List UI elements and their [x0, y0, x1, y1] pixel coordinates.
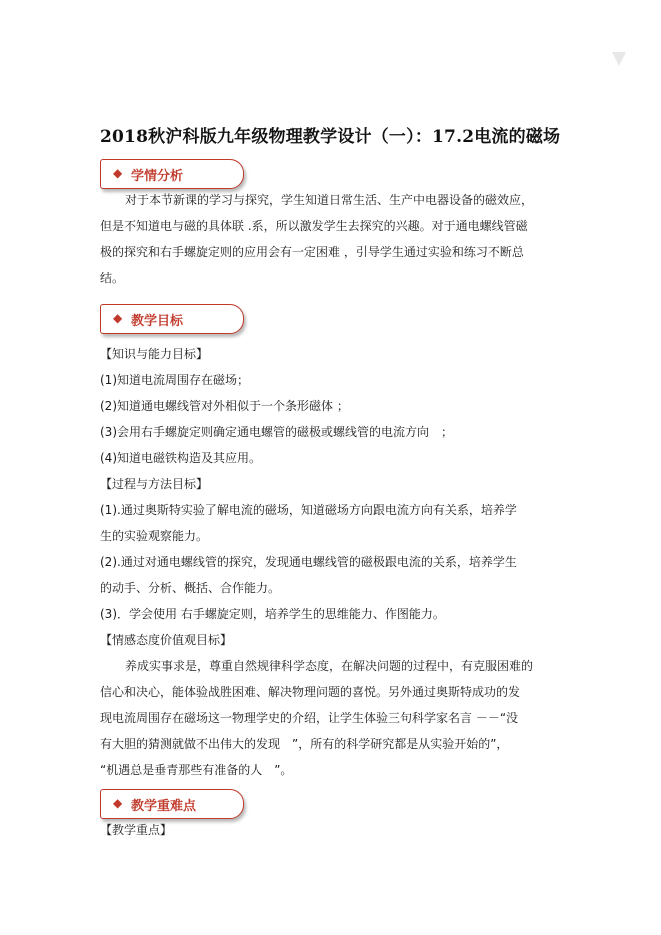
paragraph-line: “机遇总是垂青那些有准备的人 ”。	[100, 763, 293, 777]
list-item: (3)．学会使用 右手螺旋定则，培养学生的思维能力、作图能力。	[100, 607, 445, 621]
list-item: (4)知道电磁铁构造及其应用。	[100, 451, 261, 465]
paragraph-line: 对于本节新课的学习与探究，学生知道日常生活、生产中电器设备的磁效应，	[125, 193, 534, 207]
page-corner-mark	[608, 48, 630, 70]
list-item: (1)知道电流周围存在磁场；	[100, 373, 249, 387]
list-item-continued: 的动手、分析、概括、合作能力。	[100, 581, 281, 595]
section-heading-key-difficult-points	[100, 789, 244, 819]
paragraph-line: 有大胆的猜测就做不出伟大的发现 ”，所有的科学研究都是从实验开始的”，	[100, 737, 509, 751]
subheading-attitude-goals: 【情感态度价值观目标】	[100, 633, 233, 647]
list-item: (1).通过奥斯特实验了解电流的磁场，知道磁场方向跟电流方向有关系，培养学	[100, 503, 517, 517]
list-item: (2).通过对通电螺线管的探究，发现通电螺线管的磁极跟电流的关系，培养学生	[100, 555, 517, 569]
paragraph-line: 但是不知道电与磁的具体联 .系，所以激发学生去探究的兴趣。对于通电螺线管磁	[100, 219, 528, 233]
diamond-bullet-icon: ◆	[113, 166, 123, 180]
paragraph-line: 现电流周围存在磁场这一物理学史的介绍，让学生体验三句科学家名言 －－“没	[100, 711, 519, 725]
section-heading-learning-analysis	[100, 159, 244, 189]
diamond-bullet-icon: ◆	[113, 796, 123, 810]
section-heading-label: 学情分析	[131, 169, 184, 184]
subheading-process-goals: 【过程与方法目标】	[100, 477, 209, 491]
diamond-bullet-icon: ◆	[113, 311, 123, 325]
paragraph-line: 养成实事求是，尊重自然规律科学态度，在解决问题的过程中，有克服困难的	[125, 659, 534, 673]
paragraph-line: 结。	[100, 271, 125, 285]
list-item: (2)知道通电螺线管对外相似于一个条形磁体 ；	[100, 399, 349, 413]
paragraph-line: 信心和决心，能体验战胜困难、解决物理问题的喜悦。另外通过奥斯特成功的发	[100, 685, 521, 699]
section-heading-teaching-goals	[100, 304, 244, 334]
list-item-continued: 生的实验观察能力。	[100, 529, 209, 543]
section-heading-label: 教学重难点	[131, 799, 197, 814]
subheading-knowledge-goals: 【知识与能力目标】	[100, 347, 209, 361]
section-heading-label: 教学目标	[131, 314, 184, 329]
subheading-key-points: 【教学重点】	[100, 823, 173, 837]
list-item: (3)会用右手螺旋定则确定通电螺管的磁极或螺线管的电流方向 ；	[100, 425, 454, 439]
document-title: 2018秋沪科版九年级物理教学设计（一）：17.2电流的磁场	[100, 127, 561, 147]
paragraph-line: 极的探究和右手螺旋定则的应用会有一定困难 ，引导学生通过实验和练习不断总	[100, 245, 524, 259]
